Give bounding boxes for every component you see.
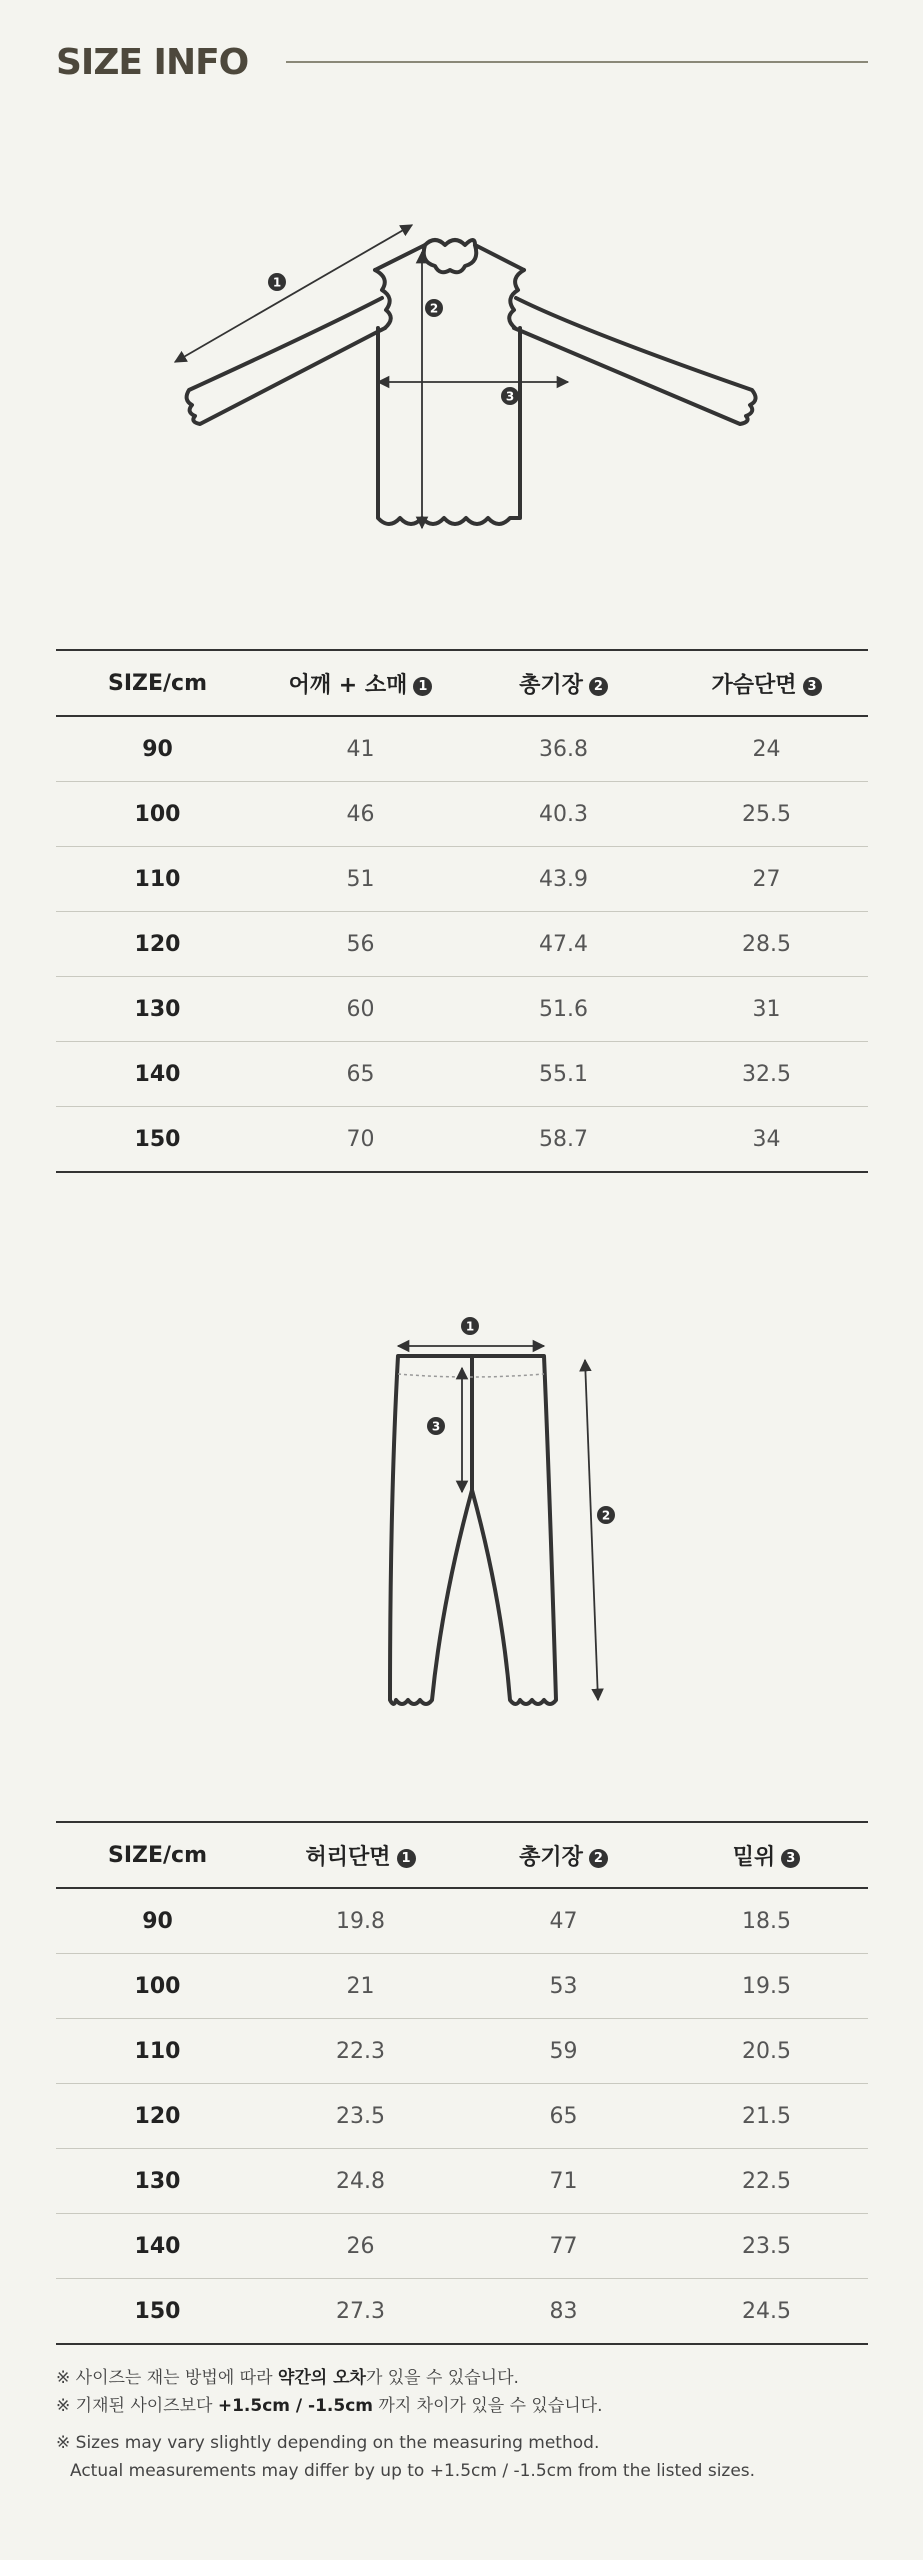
svg-text:1: 1: [465, 1319, 475, 1334]
value-cell: 25.5: [742, 801, 791, 827]
size-cell: 90: [142, 1908, 173, 1934]
value-cell: 32.5: [742, 1061, 791, 1087]
value-cell: 58.7: [539, 1126, 588, 1152]
table-row: [56, 2214, 868, 2279]
table-row: [56, 1107, 868, 1173]
value-cell: 24: [752, 736, 781, 762]
size-cell: 120: [134, 931, 181, 957]
column-header-size: SIZE/cm: [107, 670, 207, 696]
pants-marker-1: [461, 1317, 479, 1335]
top-right-sleeve: [514, 298, 756, 424]
size-cell: 130: [134, 996, 181, 1022]
note-line-english: Actual measurements may differ by up to +1.5cm / -1.5cm from the listed sizes.: [70, 2461, 756, 2481]
size-cell: 150: [134, 1126, 181, 1152]
value-cell: 41: [346, 736, 375, 762]
value-cell: 19.5: [742, 1973, 791, 1999]
value-cell: 36.8: [539, 736, 588, 762]
svg-text:3: 3: [505, 389, 515, 404]
svg-text:3: 3: [431, 1419, 441, 1434]
value-cell: 65: [346, 1061, 375, 1087]
value-cell: 51: [346, 866, 375, 892]
value-cell: 24.5: [742, 2298, 791, 2324]
top-ruffle-collar: [424, 240, 477, 272]
value-cell: 28.5: [742, 931, 791, 957]
size-cell: 110: [134, 2038, 181, 2064]
svg-text:2: 2: [429, 301, 439, 316]
value-cell: 21.5: [742, 2103, 791, 2129]
table-row: [56, 2084, 868, 2149]
value-cell: 18.5: [742, 1908, 791, 1934]
note-line: ※ 기재된 사이즈보다 +1.5cm / -1.5cm 까지 차이가 있을 수 있습니다.: [56, 2396, 603, 2416]
table-row: [56, 847, 868, 912]
pants-marker-3: [427, 1417, 445, 1435]
value-cell: 55.1: [539, 1061, 588, 1087]
table-row: [56, 1954, 868, 2019]
value-cell: 22.5: [742, 2168, 791, 2194]
table-row: [56, 2279, 868, 2345]
size-cell: 140: [134, 2233, 181, 2259]
table-header-row: [56, 650, 868, 716]
value-cell: 23.5: [336, 2103, 385, 2129]
value-cell: 46: [346, 801, 375, 827]
value-cell: 47.4: [539, 931, 588, 957]
top-garment-illustration: [150, 200, 770, 560]
size-cell: 120: [134, 2103, 181, 2129]
note-line: ※ 사이즈는 재는 방법에 따라 약간의 오차가 있을 수 있습니다.: [56, 2368, 519, 2388]
value-cell: 70: [346, 1126, 375, 1152]
note-line-english: ※ Sizes may vary slightly depending on the measuring method.: [56, 2433, 600, 2453]
value-cell: 40.3: [539, 801, 588, 827]
pants-illustration: [370, 1300, 630, 1720]
top-size-table: [56, 649, 868, 1173]
size-cell: 150: [134, 2298, 181, 2324]
table-row: [56, 716, 868, 782]
top-marker-1: [268, 273, 286, 291]
value-cell: 22.3: [336, 2038, 385, 2064]
value-cell: 21: [346, 1973, 375, 1999]
marker-badge: 2: [589, 1849, 608, 1868]
table-row: [56, 1042, 868, 1107]
table-row: [56, 1888, 868, 1954]
column-header-shoulder-sleeve: 어깨 + 소매 1: [259, 650, 462, 716]
value-cell: 53: [549, 1973, 578, 1999]
pants-length-measure-arrow: [585, 1360, 598, 1700]
size-notes: [56, 2364, 868, 2485]
value-cell: 77: [549, 2233, 578, 2259]
value-cell: 31: [752, 996, 781, 1022]
marker-badge: 3: [781, 1849, 800, 1868]
table-row: [56, 2149, 868, 2214]
marker-badge: 1: [397, 1849, 416, 1868]
table-header-row: [56, 1822, 868, 1888]
marker-badge: 1: [413, 677, 432, 696]
pants-marker-2: [597, 1506, 615, 1524]
value-cell: 47: [549, 1908, 578, 1934]
size-cell: 110: [134, 866, 181, 892]
column-header-size: SIZE/cm: [107, 1842, 207, 1868]
top-body-outline: [378, 328, 520, 524]
value-cell: 26: [346, 2233, 375, 2259]
column-header-total-length: 총기장 2: [462, 1822, 665, 1888]
size-cell: 90: [142, 736, 173, 762]
value-cell: 71: [549, 2168, 578, 2194]
section-header: [56, 34, 868, 90]
value-cell: 24.8: [336, 2168, 385, 2194]
value-cell: 59: [549, 2038, 578, 2064]
svg-text:2: 2: [601, 1508, 611, 1523]
table-row: [56, 977, 868, 1042]
marker-badge: 2: [589, 677, 608, 696]
top-marker-3: [501, 387, 519, 405]
table-row: [56, 2019, 868, 2084]
value-cell: 51.6: [539, 996, 588, 1022]
value-cell: 27.3: [336, 2298, 385, 2324]
top-left-sleeve: [187, 298, 385, 424]
value-cell: 56: [346, 931, 375, 957]
page-title: SIZE INFO: [56, 41, 249, 83]
column-header-waist: 허리단면 1: [259, 1822, 462, 1888]
value-cell: 23.5: [742, 2233, 791, 2259]
value-cell: 20.5: [742, 2038, 791, 2064]
value-cell: 43.9: [539, 866, 588, 892]
header-divider: [286, 61, 868, 63]
column-header-total-length: 총기장 2: [462, 650, 665, 716]
value-cell: 27: [752, 866, 781, 892]
size-cell: 100: [134, 1973, 181, 1999]
pants-size-table: [56, 1821, 868, 2345]
size-cell: 130: [134, 2168, 181, 2194]
value-cell: 65: [549, 2103, 578, 2129]
top-marker-2: [425, 299, 443, 317]
value-cell: 34: [752, 1126, 781, 1152]
value-cell: 83: [549, 2298, 578, 2324]
svg-text:1: 1: [272, 275, 282, 290]
column-header-chest: 가슴단면 3: [665, 650, 868, 716]
marker-badge: 3: [803, 677, 822, 696]
value-cell: 19.8: [336, 1908, 385, 1934]
table-row: [56, 912, 868, 977]
table-row: [56, 782, 868, 847]
size-cell: 100: [134, 801, 181, 827]
size-cell: 140: [134, 1061, 181, 1087]
column-header-rise: 밑위 3: [665, 1822, 868, 1888]
value-cell: 60: [346, 996, 375, 1022]
